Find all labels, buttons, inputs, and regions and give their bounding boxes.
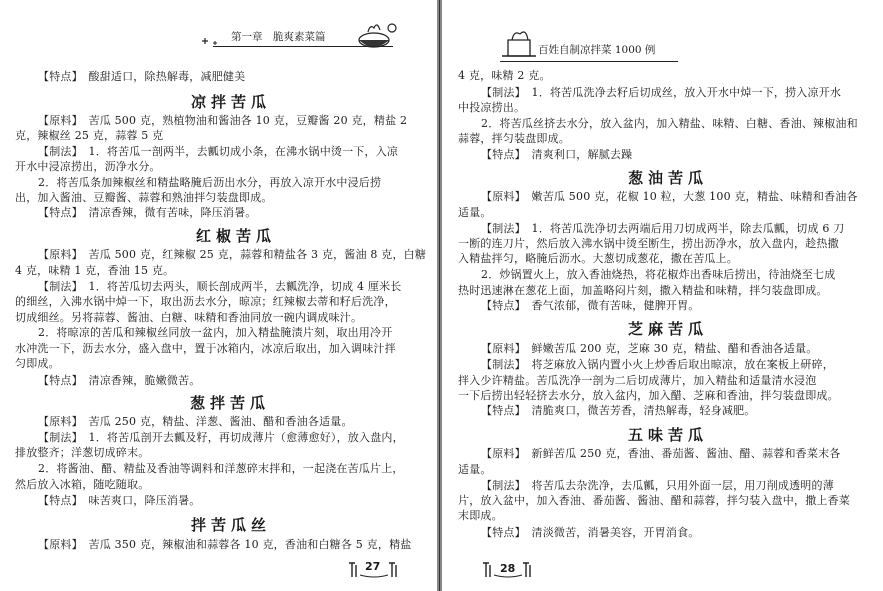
text-line: 2．炒锅置火上，放入香油烧热，将花椒炸出香味后捞出，待油烧至七成 [481,268,836,281]
text-line: 【制法】 1．将苦瓜剖开去瓤及籽，再切成薄片（愈薄愈好），放入盘内， [38,431,404,444]
text-line: 开水中浸凉捞出，沥净水分。 [15,160,161,173]
book-title-header: 百姓自制凉拌菜 1000 例 [538,44,656,56]
recipe-title: 芝麻苦瓜 [628,320,709,338]
text-line: 末即成。 [458,509,503,522]
text-line: 【制法】 1．将苦瓜洗净去籽后切成丝，放入开水中焯一下，捞入凉开水 [481,86,842,99]
page-number: 28 [500,562,516,575]
cook-figure-icon [500,26,540,60]
text-line: 【制法】 1．将苦瓜洗净切去两端后用刀切成两半，除去瓜瓤，切成 6 刀 [481,222,845,235]
text-line: 【制法】 将芝麻放入锅内置小火上炒香后取出晾凉，放在案板上研碎， [481,358,834,371]
text-line: 【特点】 清凉香辣，脆嫩微苦。 [38,374,201,387]
text-line: 片，放入盆中，加入香油、番茄酱、酱油、醋和蒜蓉，拌匀装入盘中，撒上香菜 [458,494,850,507]
text-line: 出，加入酱油、豆瓣酱、蒜蓉和熟油拌匀装盘即成。 [15,191,273,204]
header-rule [500,61,678,62]
text-line: 热时迅速淋在葱花上面，加盖略闷片刻，撒入精盐和味精，拌匀装盘即成。 [458,284,828,297]
page-number: 27 [365,560,381,573]
text-line: 【原料】 鲜嫩苦瓜 200 克，芝麻 30 克，精盐、醋和香油各适量。 [481,342,818,355]
text-line: 【特点】 香气浓郁，微有苦味，健脾开胃。 [481,299,700,312]
text-line: 一下后捞出轻轻挤去水分，放入盆内，加入醋、芝麻和香油，拌匀装盘即成。 [458,389,839,402]
text-line: 2．将晾凉的苦瓜和辣椒丝同放一盆内，加入精盐腌渍片刻，取出用冷开 [38,326,393,339]
text-line: 拌入少许精盐。苦瓜洗净一剖为二后切成薄片，加入精盐和适量清水浸泡 [458,374,817,387]
recipe-title: 拌苦瓜丝 [191,516,272,534]
recipe-title: 葱油苦瓜 [628,169,709,187]
text-line: 2．将酱油、醋、精盐及香油等调料和洋葱碎末拌和，一起浇在苦瓜片上， [38,462,404,475]
text-line: 入精盐拌匀，略腌后沥水。大葱切成葱花，撒在苦瓜上。 [458,252,738,265]
right-page [442,0,883,591]
text-line: 【特点】 清爽利口，解腻去躁 [481,148,633,161]
recipe-title: 五味苦瓜 [628,426,709,444]
text-line: 匀即成。 [15,357,60,370]
text-line: 【特点】 清淡微苦，消暑美容，开胃消食。 [481,526,700,539]
text-line: 【原料】 苦瓜 350 克，辣椒油和蒜蓉各 10 克，香油和白糖各 5 克，精盐 [38,538,412,551]
recipe-title: 葱拌苦瓜 [190,394,271,412]
text-line: 的细丝，入沸水锅中焯一下，取出沥去水分，晾凉；红辣椒去蒂和籽后洗净， [15,295,396,308]
text-line: 蒜蓉，拌匀装盘即成。 [458,132,570,145]
text-line: 【制法】 1．将苦瓜一剖两半，去瓤切成小条，在沸水锅中烫一下，入凉 [38,145,399,158]
text-line: 【制法】 1．将苦瓜切去两头，顺长剖成两半，去瓤洗净，切成 4 厘米长 [38,280,402,293]
text-line: 适量。 [458,463,492,476]
text-line: 水冲洗一下，沥去水分，盛入盘中，置于冰箱内，冰凉后取出，加入调味汁拌 [15,342,396,355]
header-rule [213,46,393,47]
text-line: 【原料】 苦瓜 500 克，熟植物油和酱油各 10 克，豆瓣酱 20 克，精盐 2 [38,114,408,127]
recipe-title: 凉拌苦瓜 [191,93,272,111]
chapter-header: 第一章 脆爽素菜篇 [231,31,326,43]
text-line: 【特点】 清凉香辣，微有苦味，降压消暑。 [38,206,257,219]
text-line: 【原料】 苦瓜 250 克，精盐、洋葱、酱油、醋和香油各适量。 [38,415,353,428]
text-line: 【特点】 酸甜适口，除热解毒，减肥健美 [38,70,246,83]
text-line: 【原料】 新鲜苦瓜 250 克，香油、番茄酱、酱油、醋、蒜蓉和香菜末各 [481,447,841,460]
text-line: 4 克，味精 2 克。 [458,69,551,82]
text-line: 一断的连刀片，然后放入沸水锅中烫至断生，捞出沥净水，放入盘内，趁热撒 [458,237,839,250]
text-line: 适量。 [458,206,492,219]
text-line: 然后放入冰箱，随吃随取。 [15,478,150,491]
text-line: 克，辣椒丝 25 克，蒜蓉 5 克 [15,129,164,142]
text-line: 【特点】 味苦爽口，降压消暑。 [38,494,201,507]
text-line: 2．将苦瓜条加辣椒丝和精盐略腌后沥出水分，再放入凉开水中浸后捞 [38,176,382,189]
text-line: 【原料】 苦瓜 500 克，红辣椒 25 克，蒜蓉和精盐各 3 克，酱油 8 克，白糖 [38,248,427,261]
text-line: 切成细丝。另将蒜蓉、酱油、白糖、味精和香油同放一碗内调成味汁。 [15,311,363,324]
text-line: 2．将苦瓜丝挤去水分，放入盆内，加入精盐、味精、白糖、香油、辣椒油和 [481,117,858,130]
recipe-title: 红椒苦瓜 [196,227,277,245]
text-line: 中投凉捞出。 [458,101,526,114]
text-line: 4 克，味精 1 克，香油 15 克。 [15,264,175,277]
text-line: 排放整齐；洋葱切成碎末。 [15,446,150,459]
text-line: 【原料】 嫩苦瓜 500 克，花椒 10 粒，大葱 100 克，精盐、味精和香油各 [481,190,858,203]
cooking-pot-icon [352,18,400,54]
text-line: 【制法】 将苦瓜去杂洗净，去瓜瓤，只用外面一层，用刀削成透明的薄 [481,479,834,492]
left-page [0,0,437,591]
text-line: 【特点】 清脆爽口，微苦芳香，清热解毒，轻身减肥。 [481,404,756,417]
